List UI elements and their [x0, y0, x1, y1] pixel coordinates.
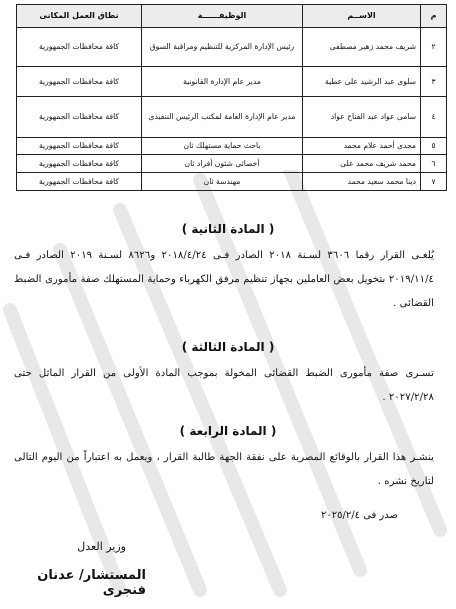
row-scope: كافة محافظات الجمهورية — [17, 138, 142, 155]
row-name: سلوى عبد الرشيد على عطية — [303, 67, 421, 97]
table-row — [17, 155, 447, 173]
row-scope: كافة محافظات الجمهورية — [17, 28, 142, 67]
article-3-text: تسـرى صفة مأمورى الضبط القضائى المخولة بموجب المادة الأولى من القرار الماثل حتى ٢٠٢٧/٢/٢٨ . — [14, 368, 434, 403]
table-row — [17, 67, 447, 97]
article-2-heading: ( المادة الثانية ) — [181, 222, 275, 236]
row-num: ٤ — [421, 97, 447, 138]
article-2-text: يُلغـى القرار رقما ٣٦٠٦ لسـنة ٢٠١٨ الصادر فـى ٢٠١٨/٤/٢٤ و٨٦٢٦ لسـنة ٢٠١٩ الصادر فـى ٢٠١٩/١١/٤ بتخويل بعض العاملين بجهاز تنظيم مرفق الكهرباء وحماية المستهلك صفة مأمورى الضبط القضائى . — [14, 250, 434, 309]
table-row — [17, 28, 447, 67]
row-name: محمد شريف محمد على — [303, 155, 421, 173]
row-scope: كافة محافظات الجمهورية — [17, 173, 142, 191]
table-row — [17, 173, 447, 191]
col-header-job: الوظيفــــــة — [142, 5, 303, 28]
row-name: سامى عواد عبد الفتاح عواد — [303, 97, 421, 138]
minister-title: وزير العدل — [77, 540, 126, 553]
issue-date: صدر فى ٢٠٢٥/٢/٤ — [320, 510, 398, 521]
article-4-heading: ( المادة الرابعة ) — [179, 424, 277, 438]
row-job: باحث حماية مستهلك ثان — [142, 138, 303, 155]
table-header-row — [17, 5, 447, 28]
table-row — [17, 97, 447, 138]
col-header-num: م — [421, 5, 447, 28]
row-job: أخصائى شئون أفراد ثان — [142, 155, 303, 173]
table-row — [17, 138, 447, 155]
row-scope: كافة محافظات الجمهورية — [17, 67, 142, 97]
row-name: دينا محمد سعيد محمد — [303, 173, 421, 191]
officers-table — [16, 4, 447, 191]
minister-signature: المستشار/ عدنان فنجرى — [37, 568, 146, 598]
row-name: شريف محمد زهير مصطفى — [303, 28, 421, 67]
row-job: رئيس الإدارة المركزية للتنظيم ومراقبة السوق — [142, 28, 303, 67]
article-3-heading: ( المادة الثالثة ) — [181, 340, 275, 354]
row-job: مدير عام الإدارة القانونية — [142, 67, 303, 97]
col-header-name: الاســم — [303, 5, 421, 28]
row-num: ٥ — [421, 138, 447, 155]
row-num: ٢ — [421, 28, 447, 67]
row-name: مجدى أحمد علام محمد — [303, 138, 421, 155]
row-num: ٧ — [421, 173, 447, 191]
row-job: مدير عام الإدارة العامة لمكتب الرئيس التنفيذى — [142, 97, 303, 138]
row-job: مهندسة ثان — [142, 173, 303, 191]
row-num: ٦ — [421, 155, 447, 173]
col-header-scope: نطاق العمل المكانى — [17, 5, 142, 28]
row-scope: كافة محافظات الجمهورية — [17, 155, 142, 173]
row-num: ٣ — [421, 67, 447, 97]
article-4-text: ينشـر هذا القرار بالوقائع المصرية على نفقة الجهة طالبة القرار ، ويعمل به اعتباراً من اليوم التالى لتاريخ نشره . — [14, 452, 434, 487]
row-scope: كافة محافظات الجمهورية — [17, 97, 142, 138]
